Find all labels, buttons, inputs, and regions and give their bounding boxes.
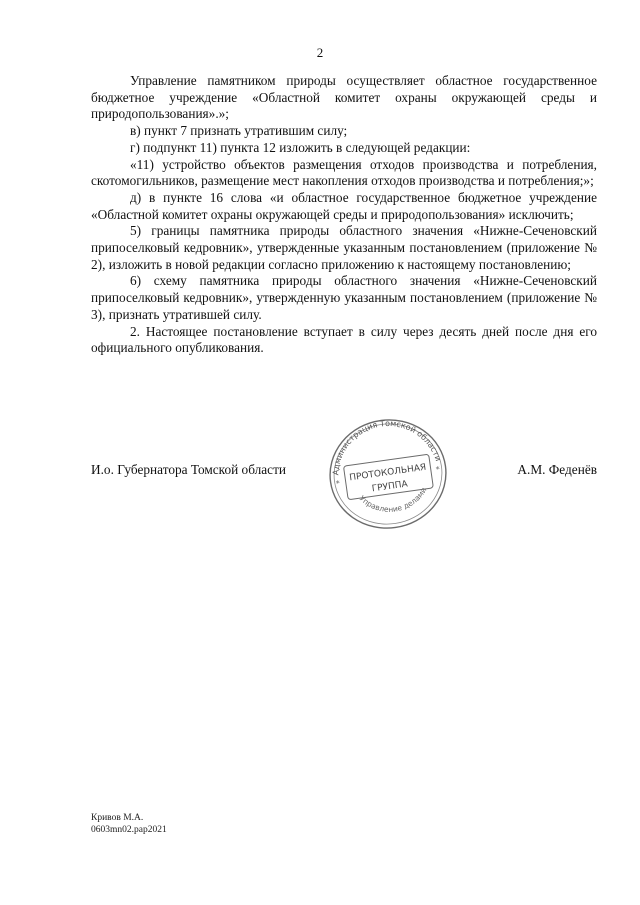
stamp-inner-line2: ГРУППА xyxy=(371,479,409,495)
paragraph: 6) схему памятника природы областного значения «Нижне-Сеченовский припоселковый кедровник», утвержденную указанным постановлением (приложение № 3), признать утратившей силу. xyxy=(91,273,597,322)
paragraph: «11) устройство объектов размещения отходов производства и потребления, скотомогильников, размещение мест накопления отходов производства и потребления;»; xyxy=(91,156,597,189)
signer-name: А.М. Феденёв xyxy=(517,462,597,477)
footer xyxy=(91,813,167,836)
signer-title: И.о. Губернатора Томской области xyxy=(91,462,287,477)
stamp-bottom-text: Управление делами xyxy=(357,485,429,514)
paragraph: г) подпункт 11) пункта 12 изложить в следующей редакции: xyxy=(130,139,471,155)
paragraph: 2. Настоящее постановление вступает в силу через десять дней после дня его официального опубликования. xyxy=(91,323,597,356)
page-number: 2 xyxy=(316,45,324,60)
stamp-outer-text: Администрация Томской области xyxy=(331,418,443,476)
stamp-star-icon: * xyxy=(435,464,441,475)
footer-file: 0603mn02.pap2021 xyxy=(91,824,167,835)
footer-author: Кривов М.А. xyxy=(91,813,144,823)
stamp-star-icon: * xyxy=(335,478,341,489)
paragraph: Управление памятником природы осуществляет областное государственное бюджетное учреждение «Областной комитет охраны окружающей среды и природопользования».»; xyxy=(91,73,597,122)
official-stamp xyxy=(323,418,453,530)
paragraph: д) в пункте 16 слова «и областное государственное бюджетное учреждение «Областной комитет охраны окружающей среды и природопользования» исключить; xyxy=(91,189,597,222)
stamp-inner-line1: ПРОТОКОЛЬНАЯ xyxy=(348,462,427,484)
document-body xyxy=(91,73,597,357)
paragraph: в) пункт 7 признать утратившим силу; xyxy=(130,123,348,139)
paragraph: 5) границы памятника природы областного значения «Нижне-Сеченовский припоселковый кедровник», утвержденные указанным постановлением (приложение № 2), изложить в новой редакции согласно приложению к настоящему постановлению; xyxy=(91,223,597,272)
